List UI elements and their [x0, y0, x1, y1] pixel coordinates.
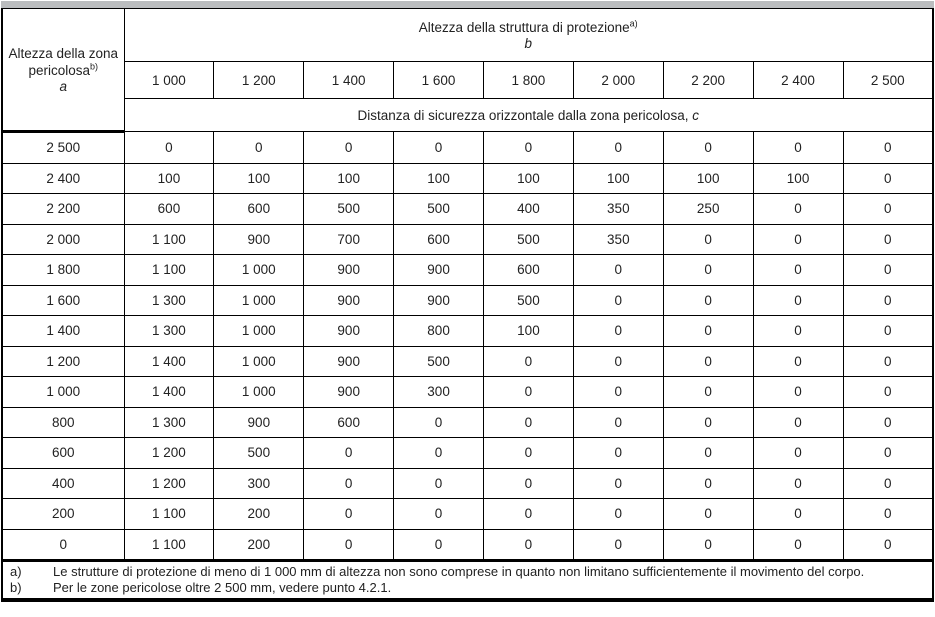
header-title-row — [2, 9, 933, 62]
distance-cell: 100 — [214, 163, 304, 194]
column-header-7: 2 400 — [753, 62, 843, 99]
hazard-zone-height-cell: 1 600 — [2, 285, 124, 316]
variable-c-label: c — [692, 107, 699, 123]
distance-cell: 0 — [573, 499, 663, 530]
distance-cell: 0 — [753, 316, 843, 347]
distance-cell: 0 — [573, 132, 663, 164]
distance-cell: 500 — [394, 194, 484, 225]
distance-cell: 0 — [573, 346, 663, 377]
distance-cell: 0 — [753, 255, 843, 286]
distance-cell: 300 — [214, 468, 304, 499]
distance-cell: 1 000 — [214, 285, 304, 316]
distance-cell: 600 — [214, 194, 304, 225]
distance-cell: 500 — [484, 224, 574, 255]
distance-cell: 0 — [753, 438, 843, 469]
distance-cell: 500 — [394, 346, 484, 377]
distance-cell: 1 100 — [124, 224, 214, 255]
footnote-line — [3, 580, 932, 596]
footnote-line — [3, 564, 932, 580]
distance-cell: 0 — [573, 316, 663, 347]
column-header-4: 1 800 — [484, 62, 574, 99]
distance-cell: 400 — [484, 194, 574, 225]
top-gray-bar — [1, 1, 934, 8]
table-row — [2, 255, 933, 286]
distance-cell: 0 — [753, 499, 843, 530]
distance-cell: 0 — [663, 285, 753, 316]
distance-cell: 0 — [484, 132, 574, 164]
table-row — [2, 194, 933, 225]
distance-cell: 0 — [484, 407, 574, 438]
distance-cell: 100 — [573, 163, 663, 194]
column-header-5: 2 000 — [573, 62, 663, 99]
distance-cell: 500 — [484, 285, 574, 316]
distance-cell: 1 100 — [124, 529, 214, 561]
variable-b-label: b — [524, 35, 532, 51]
distance-cell: 0 — [753, 468, 843, 499]
distance-cell: 0 — [843, 529, 933, 561]
distance-cell: 0 — [663, 407, 753, 438]
distance-cell: 600 — [304, 407, 394, 438]
distance-cell: 0 — [124, 132, 214, 164]
table-row — [2, 438, 933, 469]
distance-cell: 0 — [663, 255, 753, 286]
hazard-zone-height-cell: 600 — [2, 438, 124, 469]
distance-cell: 0 — [843, 407, 933, 438]
distance-cell: 0 — [394, 468, 484, 499]
column-header-row — [2, 62, 933, 99]
table-row — [2, 529, 933, 561]
distance-cell: 0 — [753, 346, 843, 377]
table-footer — [2, 561, 933, 601]
distance-cell: 0 — [843, 255, 933, 286]
distance-cell: 900 — [304, 285, 394, 316]
distance-cell: 600 — [484, 255, 574, 286]
table-row — [2, 132, 933, 164]
distance-cell: 1 200 — [124, 468, 214, 499]
footnote-ref-a: a) — [629, 18, 638, 28]
table-row — [2, 377, 933, 408]
footnote-marker: b) — [10, 579, 22, 595]
table-row — [2, 163, 933, 194]
hazard-zone-height-header — [2, 9, 124, 132]
hazard-zone-height-cell: 1 200 — [2, 346, 124, 377]
hazard-zone-height-cell: 1 400 — [2, 316, 124, 347]
distance-cell: 350 — [573, 224, 663, 255]
distance-cell: 0 — [394, 407, 484, 438]
distance-cell: 0 — [304, 529, 394, 561]
distance-cell: 0 — [484, 377, 574, 408]
distance-cell: 0 — [573, 377, 663, 408]
hazard-zone-height-cell: 400 — [2, 468, 124, 499]
column-header-8: 2 500 — [843, 62, 933, 99]
distance-cell: 0 — [843, 438, 933, 469]
table-row — [2, 316, 933, 347]
distance-cell: 300 — [394, 377, 484, 408]
footnote-text: Le strutture di protezione di meno di 1 000 mm di altezza non sono comprese in quanto non limitano sufficientemente il movimento del corpo. — [53, 564, 865, 579]
distance-cell: 0 — [753, 224, 843, 255]
distance-cell: 800 — [394, 316, 484, 347]
table-row — [2, 407, 933, 438]
distance-cell: 0 — [304, 499, 394, 530]
footnote-marker: a) — [10, 564, 22, 579]
distance-cell: 1 000 — [214, 316, 304, 347]
distance-cell: 100 — [663, 163, 753, 194]
distance-cell: 0 — [304, 468, 394, 499]
distance-cell: 600 — [124, 194, 214, 225]
hazard-zone-height-cell: 2 000 — [2, 224, 124, 255]
distance-cell: 1 000 — [214, 255, 304, 286]
distance-cell: 1 400 — [124, 377, 214, 408]
distance-cell: 900 — [214, 407, 304, 438]
distance-cell: 900 — [304, 255, 394, 286]
distance-cell: 0 — [304, 438, 394, 469]
distance-cell: 0 — [573, 255, 663, 286]
distance-cell: 100 — [394, 163, 484, 194]
hazard-zone-height-cell: 200 — [2, 499, 124, 530]
distance-cell: 0 — [843, 499, 933, 530]
distance-cell: 100 — [753, 163, 843, 194]
distance-cell: 0 — [663, 132, 753, 164]
protective-structure-header — [124, 9, 933, 62]
variable-a-label: a — [59, 78, 67, 94]
distance-cell: 100 — [304, 163, 394, 194]
distance-cell: 200 — [214, 499, 304, 530]
hazard-zone-height-cell: 0 — [2, 529, 124, 561]
distance-cell: 900 — [394, 255, 484, 286]
distance-cell: 100 — [124, 163, 214, 194]
table-row — [2, 499, 933, 530]
distance-cell: 900 — [304, 346, 394, 377]
distance-cell: 1 000 — [214, 377, 304, 408]
table-row — [2, 468, 933, 499]
subheader-row — [2, 99, 933, 132]
distance-cell: 100 — [484, 163, 574, 194]
distance-cell: 0 — [214, 132, 304, 164]
table-row — [2, 224, 933, 255]
distance-cell: 0 — [663, 499, 753, 530]
distance-cell: 0 — [663, 316, 753, 347]
distance-cell: 1 000 — [214, 346, 304, 377]
hazard-zone-height-cell: 2 400 — [2, 163, 124, 194]
distance-cell: 900 — [214, 224, 304, 255]
footnote-ref-b: b) — [90, 61, 99, 71]
distance-cell: 0 — [394, 499, 484, 530]
column-header-1: 1 200 — [214, 62, 304, 99]
hazard-zone-height-cell: 2 500 — [2, 132, 124, 164]
distance-cell: 900 — [394, 285, 484, 316]
hazard-zone-title-line1: Altezza della zona — [8, 45, 119, 61]
distance-cell: 0 — [663, 377, 753, 408]
distance-cell: 0 — [753, 529, 843, 561]
distance-cell: 0 — [394, 529, 484, 561]
distance-cell: 1 300 — [124, 316, 214, 347]
column-header-0: 1 000 — [124, 62, 214, 99]
hazard-zone-height-cell: 2 200 — [2, 194, 124, 225]
distance-cell: 0 — [663, 468, 753, 499]
distance-cell: 600 — [394, 224, 484, 255]
distance-cell: 1 200 — [124, 438, 214, 469]
distance-cell: 0 — [753, 285, 843, 316]
distance-cell: 1 100 — [124, 255, 214, 286]
distance-cell: 0 — [663, 438, 753, 469]
distance-cell: 0 — [394, 132, 484, 164]
distance-cell: 0 — [484, 499, 574, 530]
hazard-zone-height-cell: 800 — [2, 407, 124, 438]
table-row — [2, 346, 933, 377]
footnote-text: Per le zone pericolose oltre 2 500 mm, vedere punto 4.2.1. — [53, 579, 392, 595]
distance-cell: 0 — [663, 346, 753, 377]
distance-cell: 0 — [843, 377, 933, 408]
distance-cell: 1 300 — [124, 407, 214, 438]
distance-cell: 200 — [214, 529, 304, 561]
distance-cell: 0 — [843, 163, 933, 194]
distance-cell: 1 400 — [124, 346, 214, 377]
hazard-zone-height-cell: 1 800 — [2, 255, 124, 286]
distance-cell: 0 — [843, 224, 933, 255]
distance-cell: 0 — [304, 132, 394, 164]
distance-cell: 0 — [573, 529, 663, 561]
column-header-6: 2 200 — [663, 62, 753, 99]
distance-cell: 0 — [484, 346, 574, 377]
distance-cell: 0 — [843, 285, 933, 316]
subheader-distance: Distanza di sicurezza orizzontale dalla zona pericolosa, c — [124, 99, 933, 132]
column-header-3: 1 600 — [394, 62, 484, 99]
distance-cell: 1 100 — [124, 499, 214, 530]
distance-cell: 0 — [753, 407, 843, 438]
distance-cell: 0 — [843, 346, 933, 377]
distance-cell: 0 — [484, 529, 574, 561]
distance-cell: 500 — [214, 438, 304, 469]
distance-cell: 0 — [573, 407, 663, 438]
column-header-2: 1 400 — [304, 62, 394, 99]
distance-cell: 0 — [843, 132, 933, 164]
distance-cell: 250 — [663, 194, 753, 225]
distance-cell: 0 — [394, 438, 484, 469]
distance-cell: 900 — [304, 377, 394, 408]
distance-cell: 0 — [753, 194, 843, 225]
distance-cell: 0 — [573, 468, 663, 499]
distance-cell: 0 — [843, 468, 933, 499]
distance-cell: 0 — [753, 132, 843, 164]
footnotes-container — [2, 561, 933, 601]
distance-cell: 0 — [663, 224, 753, 255]
distance-cell: 0 — [484, 438, 574, 469]
distance-cell: 700 — [304, 224, 394, 255]
distance-cell: 0 — [843, 194, 933, 225]
distance-cell: 0 — [663, 529, 753, 561]
distance-cell: 0 — [573, 285, 663, 316]
hazard-zone-title-line2: pericolosa$^{b)}$ — [28, 61, 99, 78]
safety-distance-table — [1, 8, 934, 602]
hazard-zone-height-cell: 1 000 — [2, 377, 124, 408]
table-row — [2, 285, 933, 316]
distance-cell: 0 — [573, 438, 663, 469]
distance-cell: 0 — [753, 377, 843, 408]
distance-cell: 0 — [843, 316, 933, 347]
distance-cell: 900 — [304, 316, 394, 347]
distance-cell: 100 — [484, 316, 574, 347]
distance-cell: 0 — [484, 468, 574, 499]
distance-cell: 500 — [304, 194, 394, 225]
footnote-row — [2, 561, 933, 601]
protective-structure-title: Altezza della struttura di protezione$^{a)}$ — [418, 18, 638, 35]
table-body — [2, 132, 933, 561]
distance-cell: 350 — [573, 194, 663, 225]
distance-cell: 1 300 — [124, 285, 214, 316]
table-header — [2, 9, 933, 132]
